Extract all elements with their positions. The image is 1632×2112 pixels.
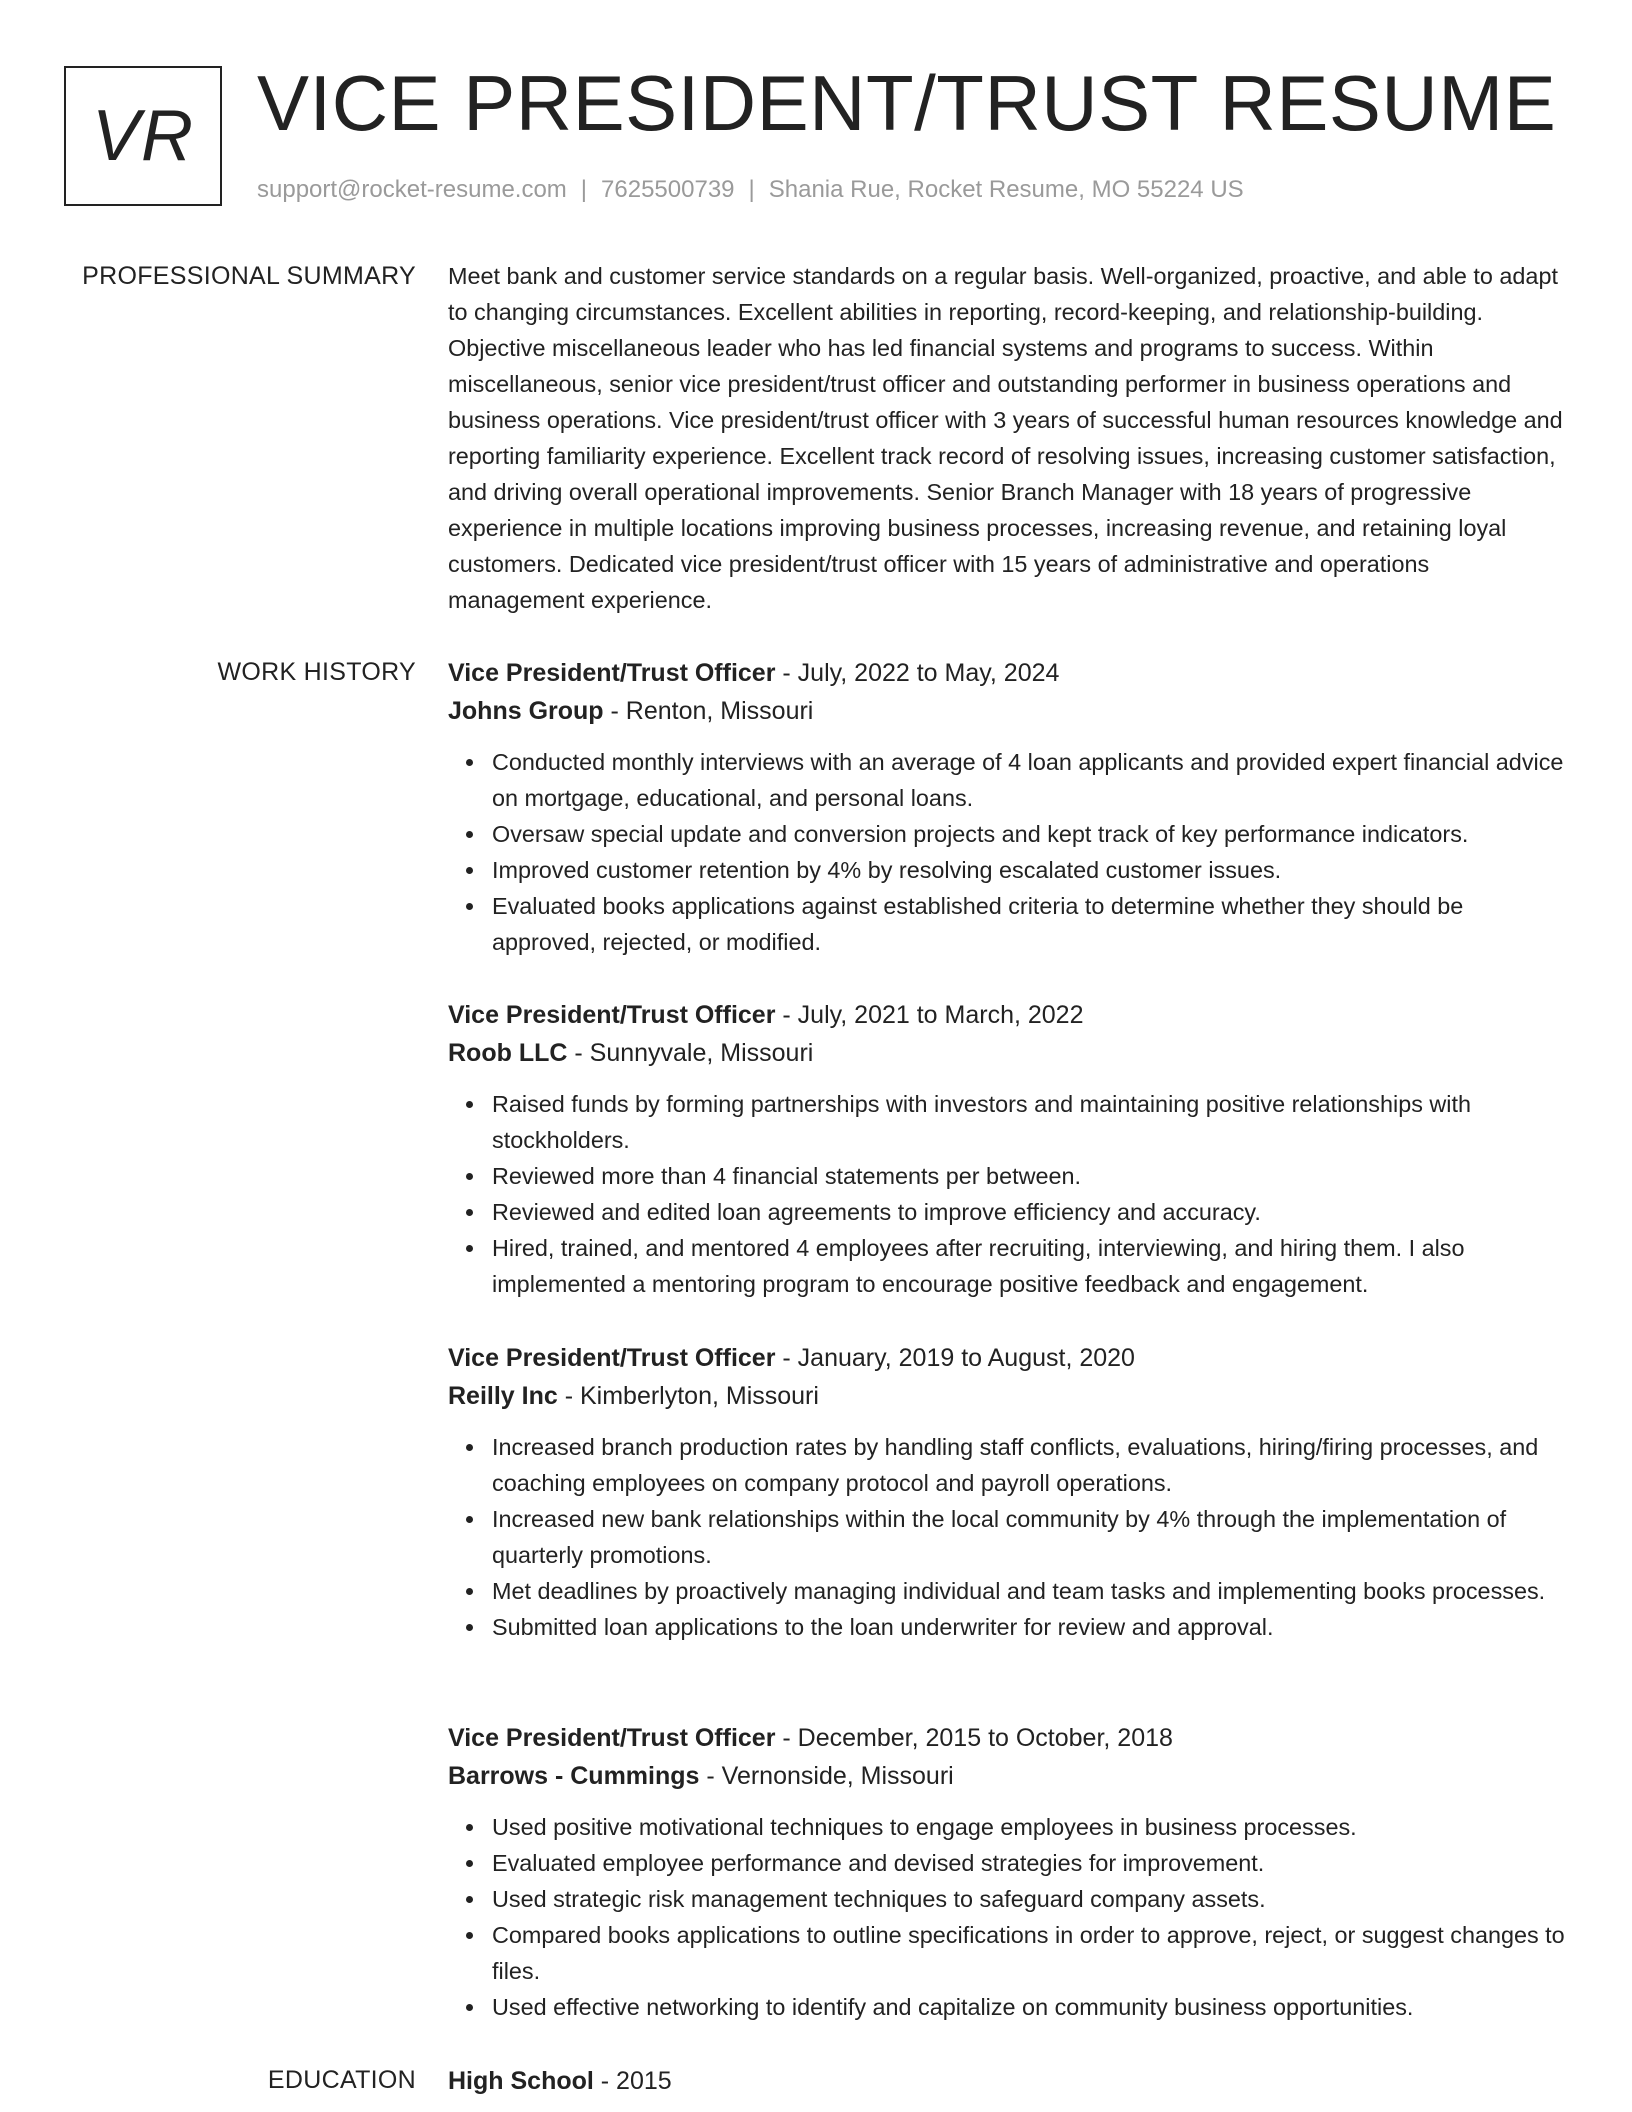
job-bullet: Improved customer retention by 4% by resolving escalated customer issues. [492, 852, 1568, 888]
job-bullet: Used strategic risk management techniques to safeguard company assets. [492, 1881, 1568, 1917]
job-title: Vice President/Trust Officer [448, 1724, 776, 1752]
job-bullet: Raised funds by forming partnerships with investors and maintaining positive relationships with stockholders. [492, 1086, 1568, 1158]
education-degree: High School [448, 2067, 594, 2095]
job-dates: - July, 2022 to May, 2024 [775, 659, 1060, 687]
job-company: Barrows - Cummings [448, 1762, 700, 1790]
education-degree-line [448, 2062, 1568, 2100]
job-bullet: Used effective networking to identify and capitalize on community business opportunities. [492, 1989, 1568, 2025]
contact-phone: 7625500739 [601, 176, 735, 203]
job-title: Vice President/Trust Officer [448, 659, 776, 687]
job-bullet: Increased branch production rates by handling staff conflicts, evaluations, hiring/firing processes, and coaching employees on company protocol and payroll operations. [492, 1429, 1568, 1501]
job-bullet: Evaluated employee performance and devised strategies for improvement. [492, 1845, 1568, 1881]
job-bullet: Compared books applications to outline specifications in order to approve, reject, or suggest changes to files. [492, 1917, 1568, 1989]
job-title-line [448, 996, 1568, 1034]
job-bullets [448, 744, 1568, 960]
job-bullet: Reviewed more than 4 financial statements per between. [492, 1158, 1568, 1194]
contact-address: Shania Rue, Rocket Resume, MO 55224 US [768, 176, 1244, 203]
job-bullets [448, 1086, 1568, 1302]
job-bullet: Met deadlines by proactively managing individual and team tasks and implementing books processes. [492, 1573, 1568, 1609]
education-section-body [448, 2062, 1568, 2100]
job-bullet: Submitted loan applications to the loan underwriter for review and approval. [492, 1609, 1568, 1645]
job-entry [448, 1719, 1568, 2025]
education-section-label: EDUCATION [267, 2066, 416, 2094]
monogram-initials: VR [91, 96, 195, 176]
summary-section-body [448, 258, 1568, 618]
job-entry [448, 654, 1568, 960]
job-bullet: Evaluated books applications against established criteria to determine whether they should be approved, rejected, or modified. [492, 888, 1568, 960]
summary-section-label: PROFESSIONAL SUMMARY [82, 262, 416, 290]
work-history-section-label: WORK HISTORY [217, 658, 416, 686]
job-title-line [448, 1339, 1568, 1377]
job-dates: - July, 2021 to March, 2022 [775, 1001, 1084, 1029]
contact-email: support@rocket-resume.com [257, 176, 567, 203]
monogram-box [64, 66, 222, 206]
contact-separator: | [748, 176, 755, 203]
education-year: - 2015 [593, 2067, 672, 2095]
contact-line [257, 175, 1244, 205]
job-location: - Vernonside, Missouri [699, 1762, 954, 1790]
job-dates: - December, 2015 to October, 2018 [775, 1724, 1173, 1752]
job-entry [448, 1339, 1568, 1645]
job-bullet: Increased new bank relationships within the local community by 4% through the implementation of quarterly promotions. [492, 1501, 1568, 1573]
summary-text: Meet bank and customer service standards on a regular basis. Well-organized, proactive, and able to adapt to changing circumstances. Excellent abilities in reporting, record-keeping, and relationship-building. Objective miscellaneous leader who has led financial systems and programs to success. Within miscellaneous, senior vice president/trust officer and outstanding performer in business operations and business operations. Vice president/trust officer with 3 years of successful human resources knowledge and reporting familiarity experience. Excellent track record of resolving issues, increasing customer satisfaction, and driving overall operational improvements. Senior Branch Manager with 18 years of progressive experience in multiple locations improving business processes, increasing revenue, and retaining loyal customers. Dedicated vice president/trust officer with 15 years of administrative and operations management experience. [448, 263, 1563, 613]
job-location: - Kimberlyton, Missouri [557, 1382, 819, 1410]
job-company-line [448, 1757, 1568, 1795]
job-dates: - January, 2019 to August, 2020 [775, 1344, 1135, 1372]
job-bullets [448, 1809, 1568, 2025]
job-title: Vice President/Trust Officer [448, 1001, 776, 1029]
resume-title: VICE PRESIDENT/TRUST RESUME [257, 59, 1557, 147]
job-location: - Renton, Missouri [603, 697, 814, 725]
job-bullets [448, 1429, 1568, 1645]
job-title: Vice President/Trust Officer [448, 1344, 776, 1372]
job-bullet: Reviewed and edited loan agreements to improve efficiency and accuracy. [492, 1194, 1568, 1230]
job-location: - Sunnyvale, Missouri [567, 1039, 814, 1067]
job-bullet: Oversaw special update and conversion projects and kept track of key performance indicators. [492, 816, 1568, 852]
job-bullet: Hired, trained, and mentored 4 employees after recruiting, interviewing, and hiring them. I also implemented a mentoring program to encourage positive feedback and engagement. [492, 1230, 1568, 1302]
job-title-line [448, 654, 1568, 692]
job-bullet: Used positive motivational techniques to engage employees in business processes. [492, 1809, 1568, 1845]
job-company-line [448, 692, 1568, 730]
contact-separator: | [580, 176, 588, 203]
job-company-line [448, 1034, 1568, 1072]
job-company-line [448, 1377, 1568, 1415]
job-company: Johns Group [448, 697, 604, 725]
job-company: Reilly Inc [448, 1382, 558, 1410]
job-company: Roob LLC [448, 1039, 568, 1067]
job-title-line [448, 1719, 1568, 1757]
job-entry [448, 996, 1568, 1302]
job-bullet: Conducted monthly interviews with an average of 4 loan applicants and provided expert financial advice on mortgage, educational, and personal loans. [492, 744, 1568, 816]
